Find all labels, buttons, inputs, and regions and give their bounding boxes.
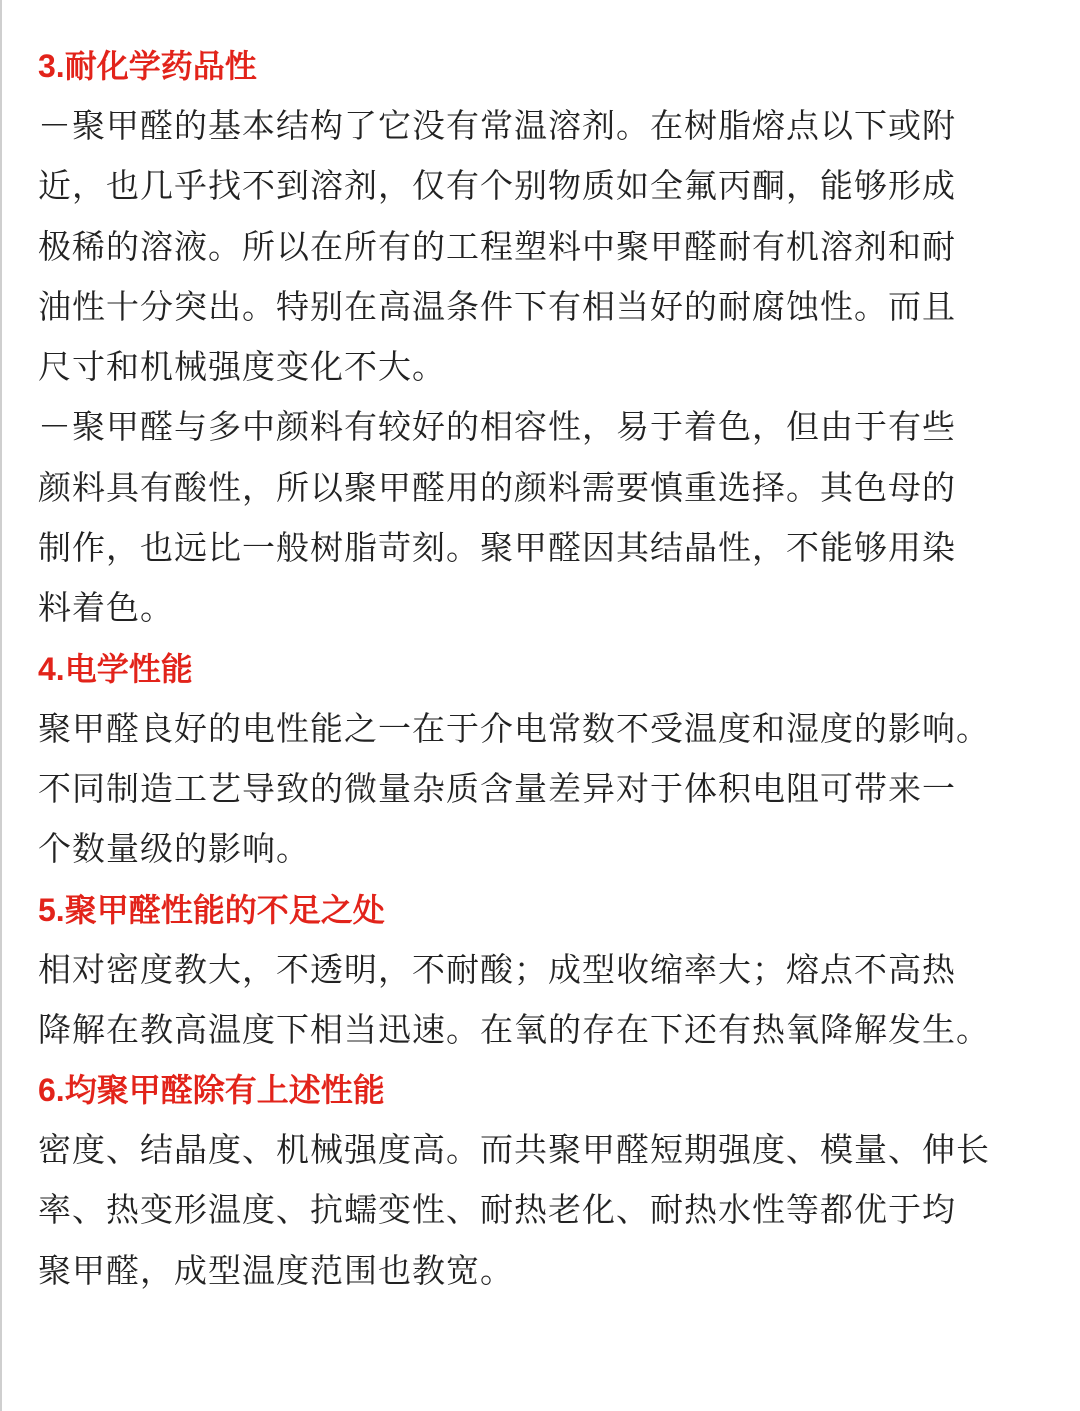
section-heading-electrical-properties: 4.电学性能 <box>38 650 193 687</box>
text-line: 油性十分突出。特别在高温条件下有相当好的耐腐蚀性。而且 <box>38 286 956 326</box>
text-line: 降解在教高温度下相当迅速。在氧的存在下还有热氧降解发生。 <box>38 1009 990 1049</box>
text-line: 不同制造工艺导致的微量杂质含量差异对于体积电阻可带来一 <box>38 768 956 808</box>
text-line: 聚甲醛良好的电性能之一在于介电常数不受温度和湿度的影响。 <box>38 708 990 748</box>
text-line: 尺寸和机械强度变化不大。 <box>38 347 446 387</box>
text-line: 相对密度教大，不透明，不耐酸；成型收缩率大；熔点不高热 <box>38 949 956 989</box>
text-line: 密度、结晶度、机械强度高。而共聚甲醛短期强度、模量、伸长 <box>38 1130 990 1170</box>
text-line: 极稀的溶液。所以在所有的工程塑料中聚甲醛耐有机溶剂和耐 <box>38 226 956 266</box>
text-line: 率、热变形温度、抗蠕变性、耐热老化、耐热水性等都优于均 <box>38 1190 956 1230</box>
text-line: 个数量级的影响。 <box>38 829 310 869</box>
paragraph-electrical-properties <box>38 699 1038 880</box>
text-line: 颜料具有酸性，所以聚甲醛用的颜料需要慎重选择。其色母的 <box>38 467 956 507</box>
text-line: 聚甲醛，成型温度范围也教宽。 <box>38 1250 514 1290</box>
section-heading-homopolymer: 6.均聚甲醛除有上述性能 <box>38 1072 385 1109</box>
paragraph-pigment-compatibility <box>38 397 1038 638</box>
paragraph-homopolymer <box>38 1120 1038 1301</box>
paragraph-shortcomings <box>38 940 1038 1061</box>
paragraph-solvent-resistance <box>38 96 1038 397</box>
section-heading-shortcomings: 5.聚甲醛性能的不足之处 <box>38 891 385 928</box>
page-edge-divider <box>0 0 2 1411</box>
text-line: －聚甲醛的基本结构了它没有常温溶剂。在树脂熔点以下或附 <box>38 106 956 145</box>
text-line: 制作，也远比一般树脂苛刻。聚甲醛因其结晶性，不能够用染 <box>38 528 956 568</box>
text-line: 近，也几乎找不到溶剂，仅有个别物质如全氟丙酮，能够形成 <box>38 166 956 206</box>
text-line: 料着色。 <box>38 588 174 628</box>
text-line: －聚甲醛与多中颜料有较好的相容性，易于着色，但由于有些 <box>38 407 956 447</box>
section-heading-chemical-resistance: 3.耐化学药品性 <box>38 48 257 84</box>
document-content <box>38 36 1038 1301</box>
